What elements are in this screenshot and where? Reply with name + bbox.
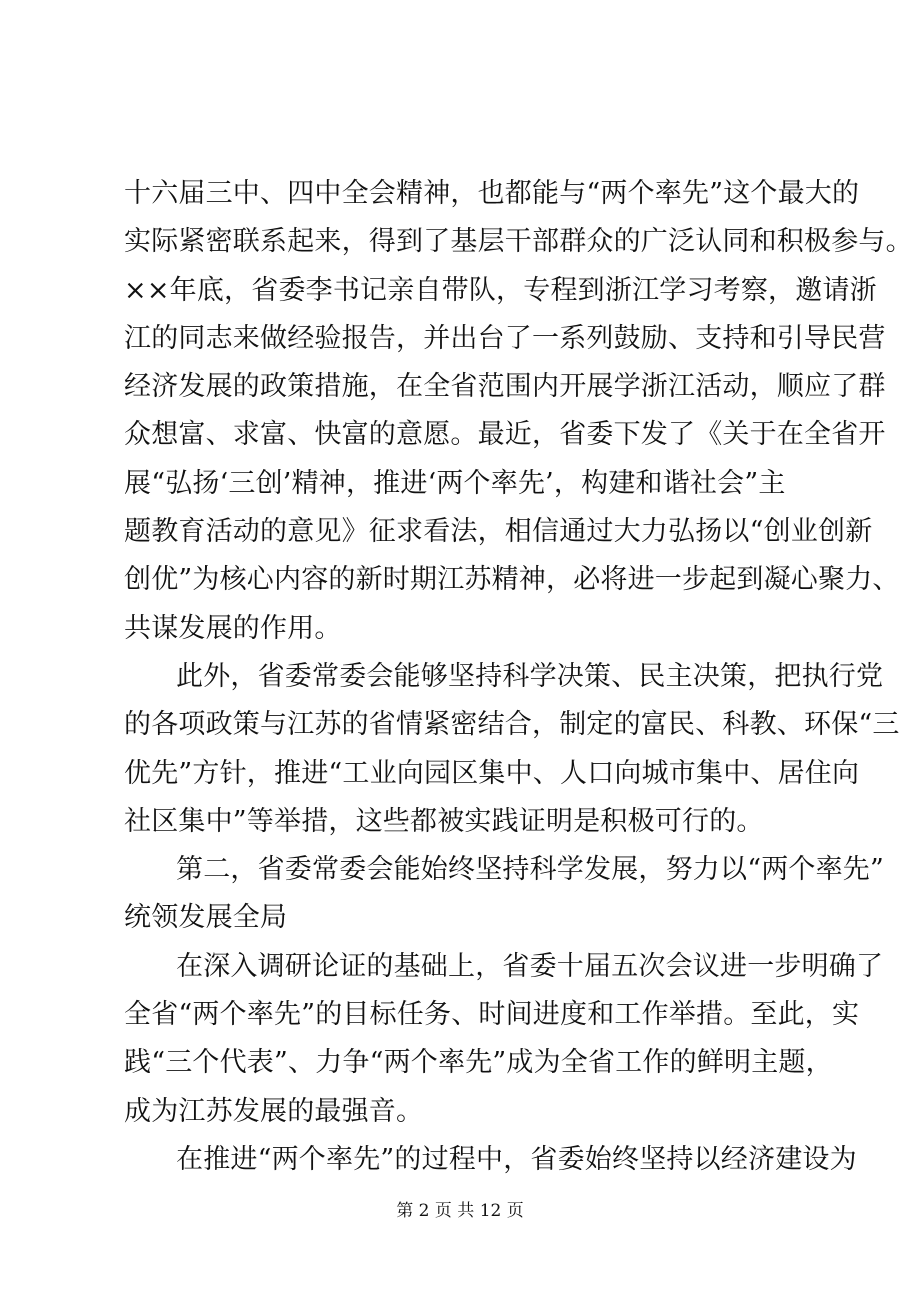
text-line: 全省“两个率先”的目标任务、时间进度和工作举措。至此，实: [124, 999, 860, 1031]
text-line: 成为江苏发展的最强音。: [124, 1095, 424, 1127]
text-line: 优先”方针，推进“工业向园区集中、人口向城市集中、居住向: [124, 757, 860, 789]
text-line: 社区集中”等举措，这些都被实践证明是积极可行的。: [124, 805, 764, 837]
text-line: 十六届三中、四中全会精神，也都能与“两个率先”这个最大的: [124, 178, 860, 209]
section-heading-line: 第二，省委常委会能始终坚持科学发展，努力以“两个率先”: [176, 854, 885, 886]
text-line: 践“三个代表”、力争“两个率先”成为全省工作的鲜明主题，: [124, 1047, 833, 1079]
text-line: 展“弘扬‘三创’精神，推进‘两个率先’，构建和谐社会”主: [124, 467, 786, 499]
paragraph-start-line: 此外，省委常委会能够坚持科学决策、民主决策，把执行党: [176, 660, 884, 692]
text-line: 创优”为核心内容的新时期江苏精神，必将进一步起到凝心聚力、: [124, 564, 900, 596]
text-line: ××年底，省委李书记亲自带队，专程到浙江学习考察，邀请浙: [124, 274, 877, 306]
paragraph-start-line: 在深入调研论证的基础上，省委十届五次会议进一步明确了: [176, 950, 884, 982]
page-footer: 第 2 页 共 12 页: [396, 1201, 524, 1221]
body-text: [124, 170, 913, 1184]
paragraph-start-line: 在推进“两个率先”的过程中，省委始终坚持以经济建设为: [176, 1143, 857, 1175]
text-line: 题教育活动的意见》征求看法，相信通过大力弘扬以“创业创新: [124, 516, 873, 548]
text-line: 经济发展的政策措施，在全省范围内开展学浙江活动，顺应了群: [124, 371, 886, 403]
text-line: 的各项政策与江苏的省情紧密结合，制定的富民、科教、环保“三: [124, 709, 900, 741]
section-heading-line: 统领发展全局: [124, 902, 288, 934]
text-line: 共谋发展的作用。: [124, 612, 342, 644]
text-line: 实际紧密联系起来，得到了基层干部群众的广泛认同和积极参与。: [124, 226, 913, 258]
text-line: 江的同志来做经验报告，并出台了一系列鼓励、支持和引导民营: [124, 322, 886, 354]
text-line: 众想富、求富、快富的意愿。最近，省委下发了《关于在全省开: [124, 419, 886, 451]
